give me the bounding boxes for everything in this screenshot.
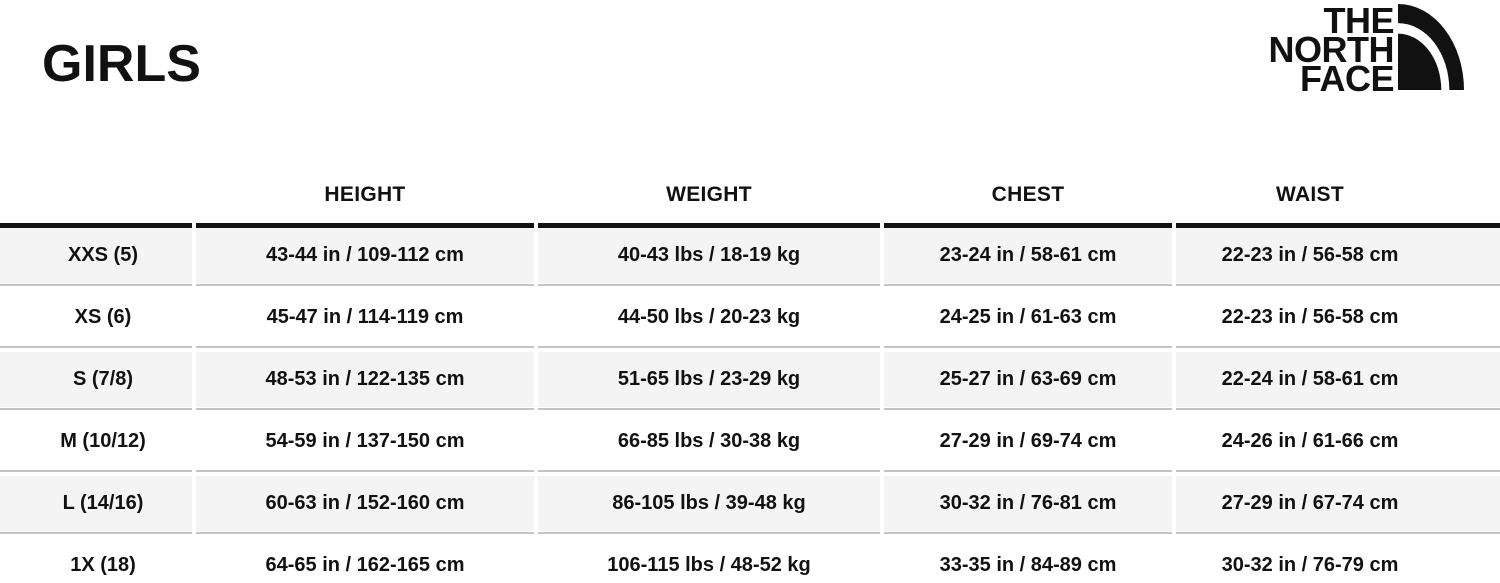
weight-cell: 40-43 lbs / 18-19 kg [538, 228, 880, 283]
size-cell: XXS (5) [0, 228, 192, 283]
weight-cell: 66-85 lbs / 30-38 kg [538, 414, 880, 469]
waist-cell: 24-26 in / 61-66 cm [1176, 414, 1500, 469]
height-cell: 48-53 in / 122-135 cm [196, 352, 534, 407]
size-cell: L (14/16) [0, 476, 192, 531]
waist-cell: 22-23 in / 56-58 cm [1176, 290, 1500, 345]
brand-line-north: NORTH [1268, 29, 1394, 70]
page-title: GIRLS [42, 35, 201, 93]
header-cell-weight: WEIGHT [666, 183, 752, 206]
header-cell-chest: CHEST [991, 183, 1065, 206]
half-dome-icon [1398, 4, 1464, 90]
table-row-m [0, 414, 1500, 469]
row-divider [0, 531, 1500, 538]
weight-cell: 106-115 lbs / 48-52 kg [538, 538, 880, 583]
table-row-1x [0, 538, 1500, 583]
table-row-s [0, 352, 1500, 407]
table-header-row [0, 180, 1500, 210]
weight-cell: 86-105 lbs / 39-48 kg [538, 476, 880, 531]
brand-line-face: FACE [1299, 58, 1394, 99]
size-table [0, 223, 1500, 583]
chest-cell: 33-35 in / 84-89 cm [884, 538, 1172, 583]
waist-cell: 22-24 in / 58-61 cm [1176, 352, 1500, 407]
size-cell: XS (6) [0, 290, 192, 345]
height-cell: 60-63 in / 152-160 cm [196, 476, 534, 531]
row-divider [0, 283, 1500, 290]
height-cell: 43-44 in / 109-112 cm [196, 228, 534, 283]
weight-cell: 44-50 lbs / 20-23 kg [538, 290, 880, 345]
brand-line-the: THE [1323, 0, 1394, 41]
brand-wordmark [1268, 0, 1395, 99]
chest-cell: 24-25 in / 61-63 cm [884, 290, 1172, 345]
size-cell: M (10/12) [0, 414, 192, 469]
height-cell: 64-65 in / 162-165 cm [196, 538, 534, 583]
weight-cell: 51-65 lbs / 23-29 kg [538, 352, 880, 407]
waist-cell: 22-23 in / 56-58 cm [1176, 228, 1500, 283]
chest-cell: 30-32 in / 76-81 cm [884, 476, 1172, 531]
brand-logo [1268, 0, 1465, 99]
row-divider [0, 345, 1500, 352]
height-cell: 54-59 in / 137-150 cm [196, 414, 534, 469]
size-cell: 1X (18) [0, 538, 192, 583]
header-cell-height: HEIGHT [324, 183, 406, 206]
height-cell: 45-47 in / 114-119 cm [196, 290, 534, 345]
waist-cell: 30-32 in / 76-79 cm [1176, 538, 1500, 583]
waist-cell: 27-29 in / 67-74 cm [1176, 476, 1500, 531]
size-cell: S (7/8) [0, 352, 192, 407]
header-cell-size [0, 180, 192, 210]
row-divider [0, 407, 1500, 414]
header-cell-waist: WAIST [1276, 183, 1344, 206]
row-divider [0, 469, 1500, 476]
table-row-l [0, 476, 1500, 531]
chest-cell: 27-29 in / 69-74 cm [884, 414, 1172, 469]
chest-cell: 25-27 in / 63-69 cm [884, 352, 1172, 407]
table-row-xs [0, 290, 1500, 345]
chest-cell: 23-24 in / 58-61 cm [884, 228, 1172, 283]
table-row-xxs [0, 228, 1500, 283]
